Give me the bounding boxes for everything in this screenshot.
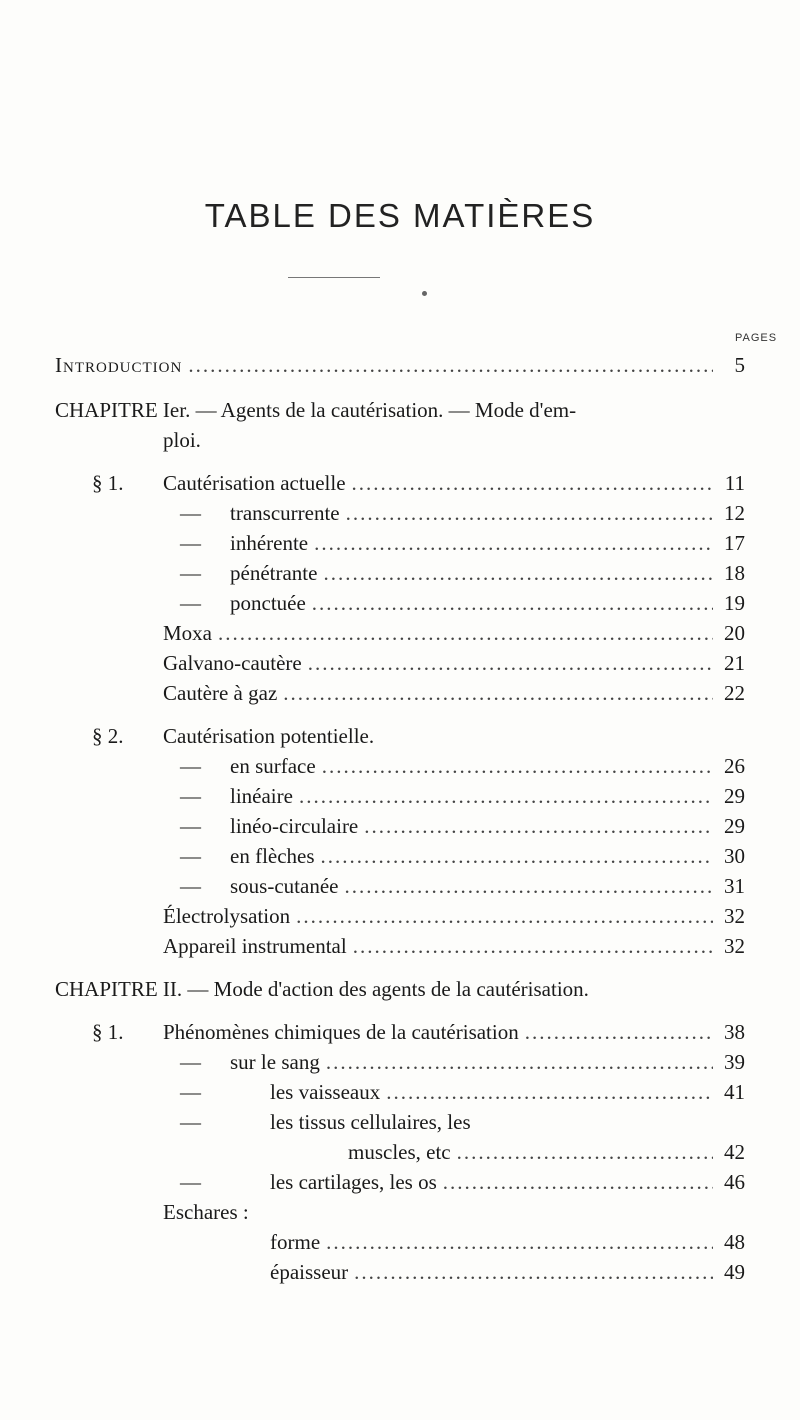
dot-leader <box>188 351 713 379</box>
toc-entry[interactable] <box>180 1078 745 1106</box>
entry-page: 38 <box>724 1020 745 1044</box>
entry-label: en flèches <box>230 844 315 868</box>
dot-leader <box>314 529 713 557</box>
toc-entry[interactable] <box>163 679 745 707</box>
entry-label: Cautérisation actuelle <box>163 471 346 495</box>
entry-label: linéo-circulaire <box>230 814 359 838</box>
dot-leader <box>218 619 713 647</box>
entry-label: forme <box>270 1230 321 1254</box>
entry-label: Appareil instrumental <box>163 934 347 958</box>
toc-entry[interactable] <box>180 559 745 587</box>
entry-label: linéaire <box>230 784 293 808</box>
section-2-heading: Cautérisation potentielle. <box>163 724 375 748</box>
ditto-dash: — <box>180 1050 201 1074</box>
toc-entry[interactable] <box>348 1138 745 1166</box>
entry-page: 46 <box>724 1170 745 1194</box>
entry-page: 39 <box>724 1050 745 1074</box>
toc-entry[interactable] <box>180 589 745 617</box>
entry-label: Galvano-cautère <box>163 651 302 675</box>
ditto-dash: — <box>180 531 201 555</box>
entry-label: sous-cutanée <box>230 874 339 898</box>
entry-label: Électrolysation <box>163 904 291 928</box>
dot-leader <box>364 812 713 840</box>
toc-entry[interactable] <box>180 752 745 780</box>
entry-label: ponctuée <box>230 591 306 615</box>
entry-page: 32 <box>724 934 745 958</box>
section-1-number: § 1. <box>92 1020 124 1044</box>
entry-page: 22 <box>724 681 745 705</box>
chapter-1-heading-cont: ploi. <box>163 428 201 452</box>
toc-entry[interactable] <box>180 1168 745 1196</box>
entry-label: les vaisseaux <box>270 1080 381 1104</box>
entry-label: pénétrante <box>230 561 318 585</box>
title-rule <box>288 277 380 278</box>
entry-page: 11 <box>724 471 745 495</box>
dot-leader <box>344 872 713 900</box>
section-2-number: § 2. <box>92 724 124 748</box>
dot-leader <box>308 649 713 677</box>
toc-entry[interactable] <box>270 1228 745 1256</box>
entry-page: 48 <box>724 1230 745 1254</box>
entry-label: transcurrente <box>230 501 340 525</box>
ornament-dot <box>422 291 427 296</box>
toc-entry[interactable] <box>180 812 745 840</box>
ditto-dash: — <box>180 784 201 808</box>
entry-label: épaisseur <box>270 1260 349 1284</box>
ditto-dash: — <box>180 814 201 838</box>
entry-page: 5 <box>734 353 745 377</box>
entry-label: muscles, etc <box>348 1140 451 1164</box>
dot-leader <box>296 902 713 930</box>
ditto-dash: — <box>180 754 201 778</box>
dot-leader <box>457 1138 713 1166</box>
eschares-heading: Eschares : <box>163 1200 249 1224</box>
entry-page: 42 <box>724 1140 745 1164</box>
entry-page: 29 <box>724 784 745 808</box>
toc-entry-introduction[interactable] <box>55 351 745 379</box>
ditto-dash: — <box>180 591 201 615</box>
dot-leader <box>312 589 713 617</box>
pages-header: PAGES <box>735 332 778 344</box>
dot-leader <box>283 679 713 707</box>
ditto-dash: — <box>180 1110 201 1134</box>
ditto-dash: — <box>180 1080 201 1104</box>
toc-entry[interactable] <box>180 499 745 527</box>
dot-leader <box>346 499 713 527</box>
dot-leader <box>354 1258 713 1286</box>
toc-entry[interactable] <box>180 842 745 870</box>
dot-leader <box>322 752 713 780</box>
entry-page: 29 <box>724 814 745 838</box>
entry-label: les cartilages, les os <box>270 1170 437 1194</box>
toc-entry[interactable] <box>163 619 745 647</box>
toc-entry[interactable] <box>163 469 745 497</box>
dot-leader <box>326 1048 713 1076</box>
dot-leader <box>321 842 713 870</box>
toc-entry[interactable] <box>270 1258 745 1286</box>
dot-leader <box>323 559 713 587</box>
dot-leader <box>525 1018 713 1046</box>
entry-page: 18 <box>724 561 745 585</box>
entry-page: 17 <box>724 531 745 555</box>
ditto-dash: — <box>180 874 201 898</box>
toc-entry[interactable] <box>180 872 745 900</box>
dot-leader <box>352 469 713 497</box>
ditto-dash: — <box>180 1170 201 1194</box>
dot-leader <box>299 782 713 810</box>
toc-entry[interactable] <box>163 649 745 677</box>
entry-page: 12 <box>724 501 745 525</box>
entry-label: inhérente <box>230 531 309 555</box>
dot-leader <box>353 932 713 960</box>
toc-entry[interactable] <box>163 902 745 930</box>
entry-label: Moxa <box>163 621 212 645</box>
entry-page: 26 <box>724 754 745 778</box>
entry-label: Cautère à gaz <box>163 681 278 705</box>
toc-entry[interactable] <box>180 1048 745 1076</box>
chapter-2-heading: CHAPITRE II. — Mode d'action des agents de la cautérisation. <box>55 977 589 1001</box>
entry-label: sur le sang <box>230 1050 320 1074</box>
toc-entry[interactable] <box>180 1108 471 1136</box>
entry-page: 41 <box>724 1080 745 1104</box>
toc-entry[interactable] <box>163 932 745 960</box>
dot-leader <box>386 1078 713 1106</box>
entry-page: 49 <box>724 1260 745 1284</box>
entry-label: Introduction <box>55 353 183 377</box>
page-title: TABLE DES MATIÈRES <box>204 197 596 234</box>
entry-label: Phénomènes chimiques de la cautérisation <box>163 1020 519 1044</box>
section-1-number: § 1. <box>92 471 124 495</box>
entry-page: 21 <box>724 651 745 675</box>
ditto-dash: — <box>180 561 201 585</box>
ditto-dash: — <box>180 844 201 868</box>
entry-label: les tissus cellulaires, les <box>270 1110 471 1134</box>
chapter-1-heading: CHAPITRE Ier. — Agents de la cautérisation. — Mode d'em- <box>55 398 577 422</box>
toc-entry[interactable] <box>180 782 745 810</box>
dot-leader <box>326 1228 713 1256</box>
entry-page: 20 <box>724 621 745 645</box>
dot-leader <box>443 1168 713 1196</box>
ditto-dash: — <box>180 501 201 525</box>
entry-page: 32 <box>724 904 745 928</box>
entry-page: 31 <box>724 874 745 898</box>
entry-page: 30 <box>724 844 745 868</box>
entry-page: 19 <box>724 591 745 615</box>
entry-label: en surface <box>230 754 316 778</box>
toc-entry[interactable] <box>180 529 745 557</box>
toc-entry[interactable] <box>163 1018 745 1046</box>
